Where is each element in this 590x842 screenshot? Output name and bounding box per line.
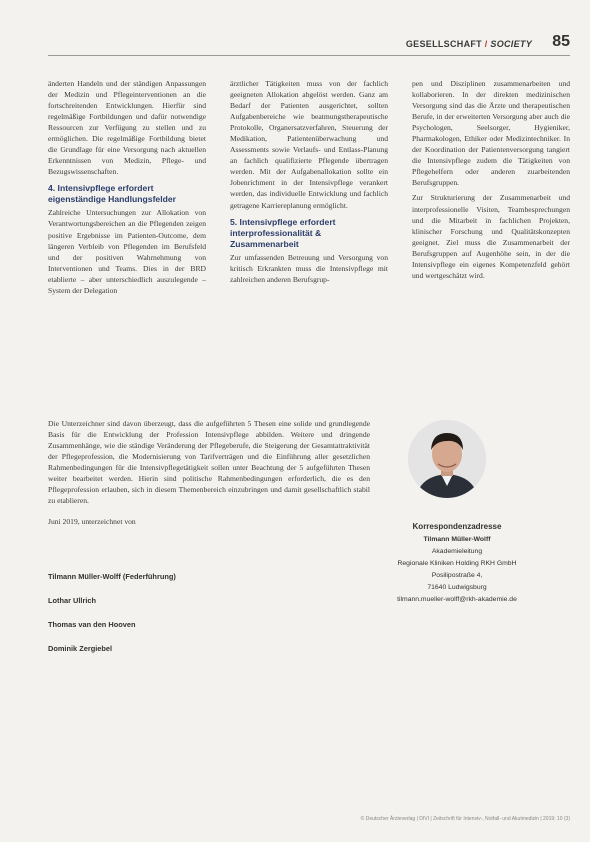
- signatory-name: Dominik Zergiebel: [48, 644, 113, 653]
- contact-heading: Korrespondenzadresse: [412, 522, 502, 531]
- contact-street: Posilipostraße 4,: [431, 572, 483, 579]
- closing-statement: [48, 418, 370, 537]
- signatory-name: Tilmann Müller-Wolff (Federführung): [48, 572, 176, 581]
- rubric-german: GESELLSCHAFT: [405, 39, 482, 49]
- signatory-list: [48, 572, 348, 668]
- article-columns: [48, 78, 573, 408]
- signatory-name: Lothar Ullrich: [48, 596, 97, 605]
- author-portrait: [408, 420, 486, 498]
- contact-city: 71640 Ludwigsburg: [427, 584, 487, 591]
- column-2: [230, 78, 388, 289]
- column-3-paragraph: pen und Disziplinen zusammenarbeiten und kollaborieren. In der direkten medizinischen Versorgung sind das die Ärzte und therapeutischen Berufe, in der erweiterten Versorgung aber auch die Psychologen, Seelsorger, Hygieniker, Pharmakologen, Ethiker oder Medizintechniker. In der Koordination der Patientenversorgung tangiert die Intensivpflege zudem die Tätigkeiten von Pflegehelfern oder anderen zuarbeitenden Berufsgruppen.: [412, 79, 570, 188]
- page-header: [0, 0, 590, 62]
- signing-date-line: Juni 2019, unterzeichnet von: [48, 517, 136, 527]
- column-3: [412, 78, 570, 285]
- contact-title: Akademieleitung: [431, 548, 483, 555]
- section-5-heading: 5. Intensivpflege erfordert interprofessionalität & Zusammenarbeit: [230, 216, 336, 249]
- page-number: 85: [552, 33, 570, 50]
- signatory-name: Thomas van den Hooven: [48, 620, 136, 629]
- section-rubric: [406, 39, 532, 49]
- section-5-paragraph: Zur umfassenden Betreuung und Versorgung von kritisch Erkrankten muss die Intensivpflege mit zahlreichen anderen Berufsgrup-: [230, 252, 388, 284]
- contact-email: tilmann.mueller-wolff@rkh-akademie.de: [397, 596, 517, 603]
- correspondence-address: [372, 520, 542, 606]
- closing-paragraph: Die Unterzeichner sind davon überzeugt, dass die aufgeführten 5 Thesen eine solide und grundlegende Basis für die Entwicklung der Profession Intensivpflege abbilden. Weitere und dringende Zusammenhänge, wie die ständige Veränderung der Pflegeberufe, die Steigerung der Gesamtattraktivität der Pflegeprofession, die Modernisierung von Tarifverträgen und die Einführung aller gesetzlichen Rahmenbedingungen für die Intensivpflegetätigkeit sollen unter Beachtung der 5 aufgeführten Thesen weiter bearbeitet werden. Hierin sind politische Rahmenbedingungen erforderlich, die es den Pflegeprofession erlauben, sich in diesem Themenbereich einzubringen und damit gesellschaftlich stabil zu etablieren.: [48, 419, 370, 506]
- page-footer: © Deutscher Ärzteverlag | DIVI | Zeitschrift für Intensiv-, Notfall- und Akutmedizin | 2019; 10 (3): [360, 816, 570, 822]
- column-3-paragraph-2: Zur Strukturierung der Zusammenarbeit und interprofessionelle Visiten, Teambesprechungen und die Mitarbeit in fachlichen Projekten, klinischer Forschung und Qualitätskonzepten geeignet. Ziel muss die Zusammenarbeit der Berufsgruppen auf Augenhöhe sein, in der die Intensivpflege ein eigenes Kompetenzfeld gehört und wertgeschätzt wird.: [412, 193, 570, 280]
- column-1: [48, 78, 206, 300]
- contact-organization: Regionale Kliniken Holding RKH GmbH: [397, 560, 517, 567]
- rubric-english: SOCIETY: [490, 39, 532, 49]
- section-4-paragraph: Zahlreiche Untersuchungen zur Allokation von Verantwortungsbereichen an die Pflegenden zeigen positive Ergebnisse im Patienten-Outcome, dem längeren Verbleib von Pflegenden im Berufsfeld und der positiven Wahrnehmung von Interventionen und Teams. Dies in der BRD etablierte – aber unterschiedlich auszulegende – System der Delegation: [48, 208, 206, 295]
- column-1-paragraph: änderten Handeln und der ständigen Anpassungen der Medizin und Pflegeinterventionen an die fortschreitenden Entwicklungen. Hierfür sind regelmäßige Fortbildungen und dafür notwendige Ressourcen zur Verfügung zu stellen und zu ermöglichen. Die regelmäßige Fortbildung bietet die Grundlage für eine Versorgung nach aktuellen Erkenntnissen von Medizin, Pflege- und Bezugswissenschaften.: [48, 79, 206, 177]
- column-2-paragraph: ärztlicher Tätigkeiten muss von der fachlich geeigneten Allokation abgelöst werden. Ganz am Bedarf der Patienten ausgerichtet, sollten Aufgabenbereiche wie beatmungstherapeutische Protokolle, Organersatzverfahren, Steuerung der Medikation, Patientenüberwachung und Assessments sowie Verlaufs- und Entlass-Planung an fachlich qualifizierte Pflegende übertragen werden. Mit der Aufgabenallokation sollte ein Jobenrichment in der Intensivpflege verankert werden, das individuelle Entwicklung und fachlich getragene Karriereplanung ermöglicht.: [230, 79, 388, 210]
- portrait-image: [408, 420, 486, 498]
- contact-name: Tilmann Müller-Wolff: [423, 536, 491, 543]
- rubric-separator: /: [481, 39, 491, 49]
- header-rule: [48, 55, 570, 56]
- section-4-heading: 4. Intensivpflege erfordert eigenständige Handlungsfelder: [48, 183, 176, 205]
